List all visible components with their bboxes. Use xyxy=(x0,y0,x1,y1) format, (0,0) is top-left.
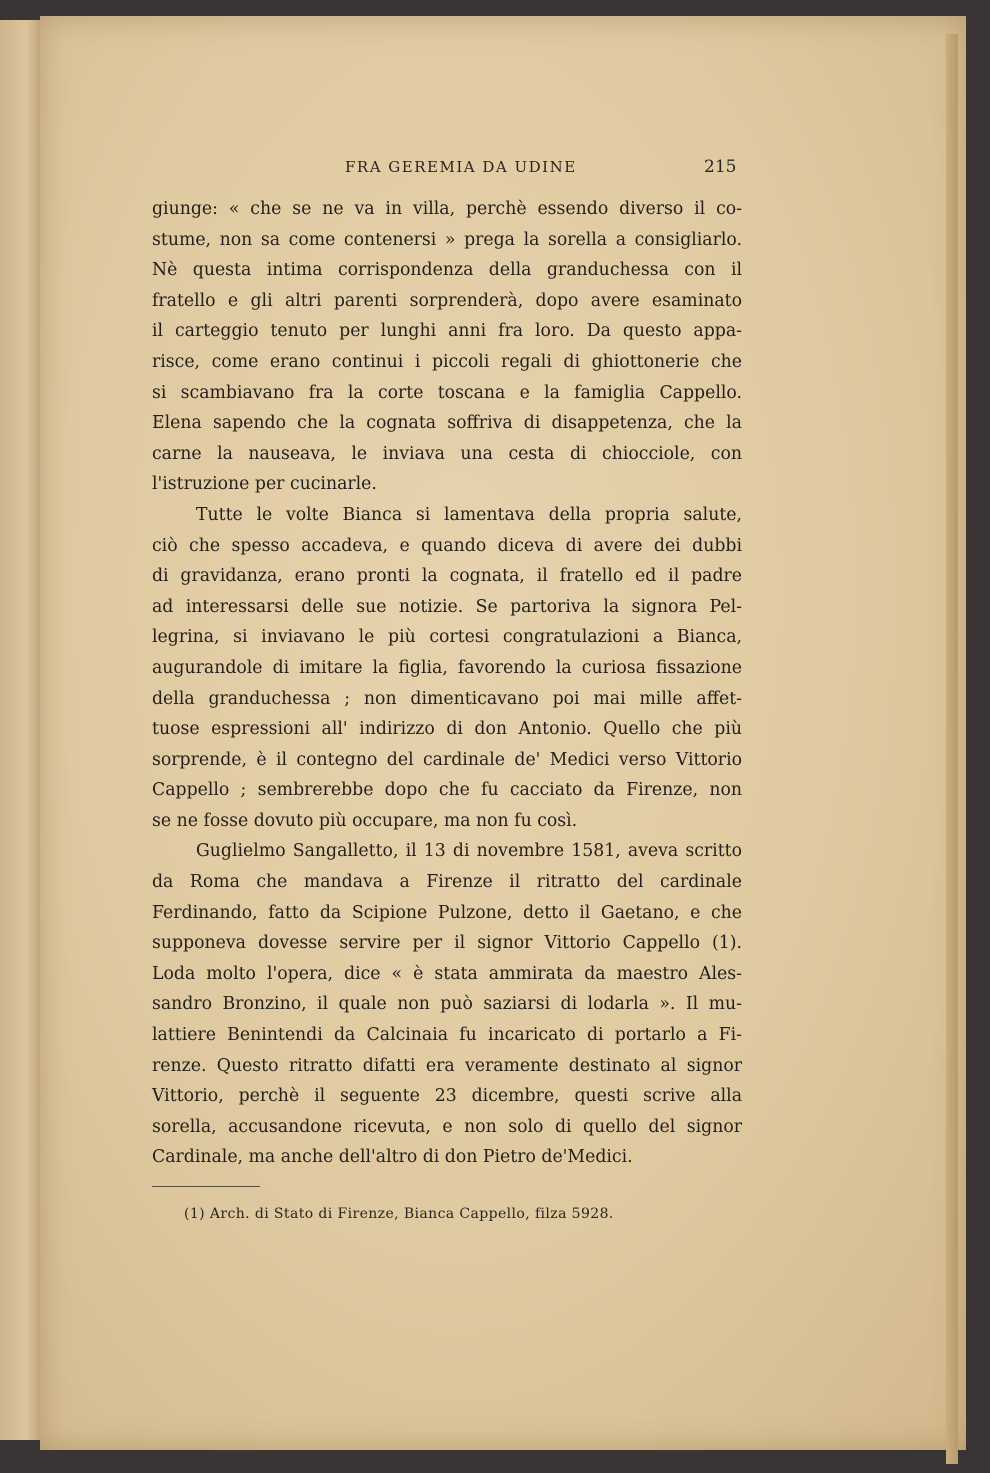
text-line: supponeva dovesse servire per il signor Vittorio Cappello (1). xyxy=(152,933,742,954)
text-line: legrina, si inviavano le più cortesi congratulazioni a Bianca, xyxy=(152,627,742,648)
text-line: risce, come erano continui i piccoli regali di ghiottonerie che xyxy=(152,351,742,372)
text-line: ad interessarsi delle sue notizie. Se partoriva la signora Pel- xyxy=(152,596,742,617)
text-line: Elena sapendo che la cognata soffriva di disappetenza, che la xyxy=(152,413,742,434)
text-line: carne la nauseava, le inviava una cesta di chiocciole, con xyxy=(152,443,742,464)
text-line: Cardinale, ma anche dell'altro di don Pietro de'Medici. xyxy=(152,1147,633,1168)
footnote-divider xyxy=(152,1186,260,1187)
text-line: Nè questa intima corrispondenza della granduchessa con il xyxy=(152,260,742,281)
text-line: renze. Questo ritratto difatti era veramente destinato al signor xyxy=(152,1055,742,1076)
text-line: ciò che spesso accadeva, e quando diceva di avere dei dubbi xyxy=(152,535,742,556)
text-line: di gravidanza, erano pronti la cognata, il fratello ed il padre xyxy=(152,566,742,587)
text-line: Vittorio, perchè il seguente 23 dicembre, questi scrive alla xyxy=(152,1086,742,1107)
body-text xyxy=(152,194,742,1173)
text-line: tuose espressioni all' indirizzo di don Antonio. Quello che più xyxy=(152,719,742,740)
footnote: (1) Arch. di Stato di Firenze, Bianca Cappello, filza 5928. xyxy=(184,1206,614,1222)
text-line: Loda molto l'opera, dice « è stata ammirata da maestro Ales- xyxy=(152,963,742,984)
text-line: Tutte le volte Bianca si lamentava della propria salute, xyxy=(196,504,742,525)
text-line: sandro Bronzino, il quale non può saziarsi di lodarla ». Il mu- xyxy=(152,994,742,1015)
text-line: giunge: « che se ne va in villa, perchè essendo diverso il co- xyxy=(152,199,742,219)
text-line: si scambiavano fra la corte toscana e la famiglia Cappello. xyxy=(152,382,742,403)
page-fore-edge xyxy=(946,34,958,1464)
text-line: se ne fosse dovuto più occupare, ma non fu così. xyxy=(152,810,578,831)
text-line: sorella, accusandone ricevuta, e non solo di quello del signor xyxy=(152,1116,742,1137)
paragraph xyxy=(152,836,742,1173)
text-line: lattiere Benintendi da Calcinaia fu incaricato di portarlo a Fi- xyxy=(152,1025,742,1046)
text-line: stume, non sa come contenersi » prega la sorella a consigliarlo. xyxy=(152,229,742,250)
text-line: sorprende, è il contegno del cardinale de' Medici verso Vittorio xyxy=(152,749,742,770)
text-line: Cappello ; sembrerebbe dopo che fu cacciato da Firenze, non xyxy=(152,780,742,801)
text-line: della granduchessa ; non dimenticavano poi mai mille affet- xyxy=(152,688,742,709)
text-line: augurandole di imitare la figlia, favorendo la curiosa fissazione xyxy=(152,657,742,678)
text-line: fratello e gli altri parenti sorprenderà, dopo avere esaminato xyxy=(152,290,742,311)
text-line: l'istruzione per cucinarle. xyxy=(152,474,377,495)
paragraph xyxy=(152,500,742,837)
text-line: da Roma che mandava a Firenze il ritratto del cardinale xyxy=(152,872,742,893)
text-line: Guglielmo Sangalletto, il 13 di novembre 1581, aveva scritto xyxy=(196,841,742,862)
text-line: il carteggio tenuto per lunghi anni fra loro. Da questo appa- xyxy=(152,321,742,342)
paragraph xyxy=(152,194,742,500)
page-number: 215 xyxy=(704,157,737,177)
running-head: FRA GEREMIA DA UDINE xyxy=(345,158,577,176)
text-line: Ferdinando, fatto da Scipione Pulzone, detto il Gaetano, e che xyxy=(152,902,742,923)
